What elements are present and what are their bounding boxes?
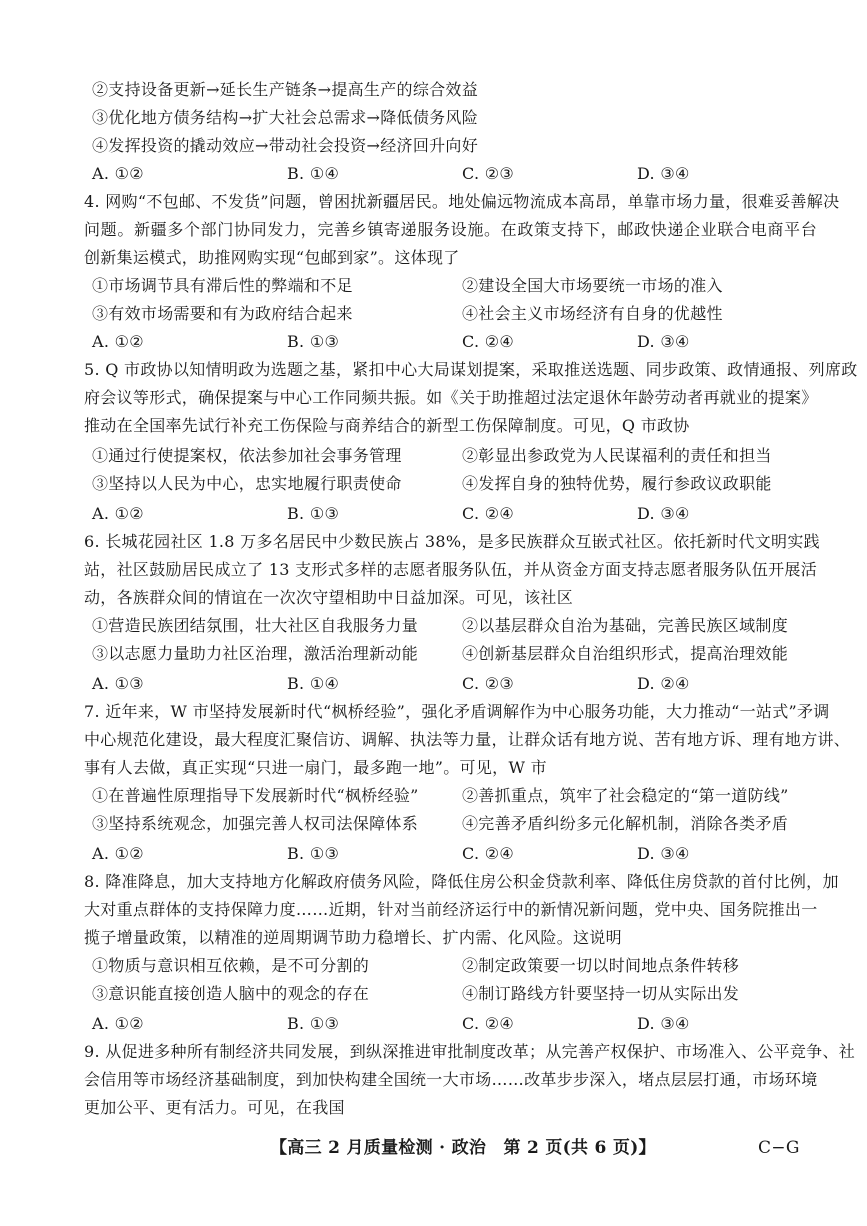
q7-answer-a: A. ①② [92, 844, 144, 863]
q8-stem-line-1: 8. 降准降息，加大支持地方化解政府债务风险，降低住房公积金贷款利率、降低住房贷款的首付比例，加 [84, 872, 839, 891]
q8-option-2: ②制定政策要一切以时间地点条件转移 [462, 956, 740, 975]
q5-answer-c: C. ②④ [462, 504, 515, 523]
q9-stem-line-3: 更加公平、更有活力。可见，在我国 [84, 1098, 345, 1117]
prev-answer-b: B. ①④ [287, 164, 340, 183]
q4-answer-b: B. ①③ [287, 332, 340, 351]
q7-answer-d: D. ③④ [637, 844, 690, 863]
prev-answer-d: D. ③④ [637, 164, 690, 183]
q4-answer-d: D. ③④ [637, 332, 690, 351]
q4-option-2: ②建设全国大市场要统一市场的准入 [462, 276, 723, 295]
q7-stem-line-1: 7. 近年来，W 市坚持发展新时代“枫桥经验”，强化矛盾调解作为中心服务功能，大力推动“一站式”矛调 [84, 702, 830, 721]
q9-stem-line-2: 会信用等市场经济基础制度，到加快构建全国统一大市场……改革步步深入，堵点层层打通，市场环境 [84, 1070, 818, 1089]
q8-answer-a: A. ①② [92, 1014, 144, 1033]
q4-stem-line-1: 4. 网购“不包邮、不发货”问题，曾困扰新疆居民。地处偏远物流成本高昂，单靠市场力量，很难妥善解决 [84, 192, 840, 211]
footer-title: 【高三 2 月质量检测 · 政治 第 2 页(共 6 页)】 [270, 1138, 656, 1158]
q5-option-1: ①通过行使提案权，依法参加社会事务管理 [92, 446, 402, 465]
q5-stem-line-3: 推动在全国率先试行补充工伤保险与商养结合的新型工伤保障制度。可见，Q 市政协 [84, 416, 690, 435]
q4-option-4: ④社会主义市场经济有自身的优越性 [462, 304, 723, 323]
q8-stem-line-2: 大对重点群体的支持保障力度……近期，针对当前经济运行中的新情况新问题，党中央、国务院推出一 [84, 900, 818, 919]
q5-option-3: ③坚持以人民为中心，忠实地履行职责使命 [92, 474, 402, 493]
q6-stem-line-1: 6. 长城花园社区 1.8 万多名居民中少数民族占 38%，是多民族群众互嵌式社区。依托新时代文明实践 [84, 532, 820, 551]
q5-option-2: ②彰显出参政党为人民谋福利的责任和担当 [462, 446, 772, 465]
q7-option-4: ④完善矛盾纠纷多元化解机制，消除各类矛盾 [462, 814, 789, 833]
q6-option-4: ④创新基层群众自治组织形式，提高治理效能 [462, 644, 789, 663]
q8-stem-line-3: 揽子增量政策，以精准的逆周期调节助力稳增长、扩内需、化风险。这说明 [84, 928, 622, 947]
q6-answer-a: A. ①③ [92, 674, 144, 693]
q4-answer-c: C. ②④ [462, 332, 515, 351]
prev-option-3: ③优化地方债务结构→扩大社会总需求→降低债务风险 [92, 108, 479, 127]
q6-option-3: ③以志愿力量助力社区治理，激活治理新动能 [92, 644, 419, 663]
q6-answer-c: C. ②③ [462, 674, 515, 693]
q5-option-4: ④发挥自身的独特优势，履行参政议政职能 [462, 474, 772, 493]
q8-answer-c: C. ②④ [462, 1014, 515, 1033]
q7-answer-b: B. ①③ [287, 844, 340, 863]
q4-answer-a: A. ①② [92, 332, 144, 351]
q6-option-2: ②以基层群众自治为基础，完善民族区域制度 [462, 616, 789, 635]
q8-answer-d: D. ③④ [637, 1014, 690, 1033]
q5-stem-line-2: 府会议等形式，确保提案与中心工作同频共振。如《关于助推超过法定退休年龄劳动者再就业的提案》 [84, 388, 818, 407]
q6-stem-line-2: 站，社区鼓励居民成立了 13 支形式多样的志愿者服务队伍，并从资金方面支持志愿者服务队伍开展活 [84, 560, 817, 579]
q6-option-1: ①营造民族团结氛围，壮大社区自我服务力量 [92, 616, 419, 635]
q8-option-3: ③意识能直接创造人脑中的观念的存在 [92, 984, 370, 1003]
q5-answer-b: B. ①③ [287, 504, 340, 523]
q5-stem-line-1: 5. Q 市政协以知情明政为选题之基，紧扣中心大局谋划提案，采取推送选题、同步政策、政情通报、列席政 [84, 360, 858, 379]
q4-stem-line-2: 问题。新疆多个部门协同发力，完善乡镇寄递服务设施。在政策支持下，邮政快递企业联合电商平台 [84, 220, 817, 239]
q6-answer-d: D. ②④ [637, 674, 690, 693]
footer-code: C−G [758, 1138, 800, 1158]
q6-answer-b: B. ①④ [287, 674, 340, 693]
q6-stem-line-3: 动，各族群众间的情谊在一次次守望相助中日益加深。可见，该社区 [84, 588, 574, 607]
prev-answer-a: A. ①② [92, 164, 144, 183]
q5-answer-d: D. ③④ [637, 504, 690, 523]
q9-stem-line-1: 9. 从促进多种所有制经济共同发展，到纵深推进审批制度改革；从完善产权保护、市场准入、公平竞争、社 [84, 1042, 856, 1061]
q8-option-4: ④制订路线方针要坚持一切从实际出发 [462, 984, 740, 1003]
prev-answer-c: C. ②③ [462, 164, 515, 183]
q5-answer-a: A. ①② [92, 504, 144, 523]
q8-option-1: ①物质与意识相互依赖，是不可分割的 [92, 956, 370, 975]
q7-option-2: ②善抓重点，筑牢了社会稳定的“第一道防线” [462, 786, 789, 805]
q7-answer-c: C. ②④ [462, 844, 515, 863]
prev-option-2: ②支持设备更新→延长生产链条→提高生产的综合效益 [92, 80, 479, 99]
q4-option-1: ①市场调节具有滞后性的弊端和不足 [92, 276, 353, 295]
q7-option-3: ③坚持系统观念，加强完善人权司法保障体系 [92, 814, 419, 833]
page-footer [0, 1135, 867, 1161]
q8-answer-b: B. ①③ [287, 1014, 340, 1033]
prev-option-4: ④发挥投资的撬动效应→带动社会投资→经济回升向好 [92, 136, 479, 155]
q7-option-1: ①在普遍性原理指导下发展新时代“枫桥经验” [92, 786, 419, 805]
q7-stem-line-2: 中心规范化建设，最大程度汇聚信访、调解、执法等力量，让群众话有地方说、苦有地方诉、理有地方讲、 [84, 730, 851, 749]
q4-stem-line-3: 创新集运模式，助推网购实现“包邮到家”。这体现了 [84, 248, 460, 267]
q4-option-3: ③有效市场需要和有为政府结合起来 [92, 304, 353, 323]
q7-stem-line-3: 事有人去做，真正实现“只进一扇门，最多跑一地”。可见，W 市 [84, 758, 547, 777]
